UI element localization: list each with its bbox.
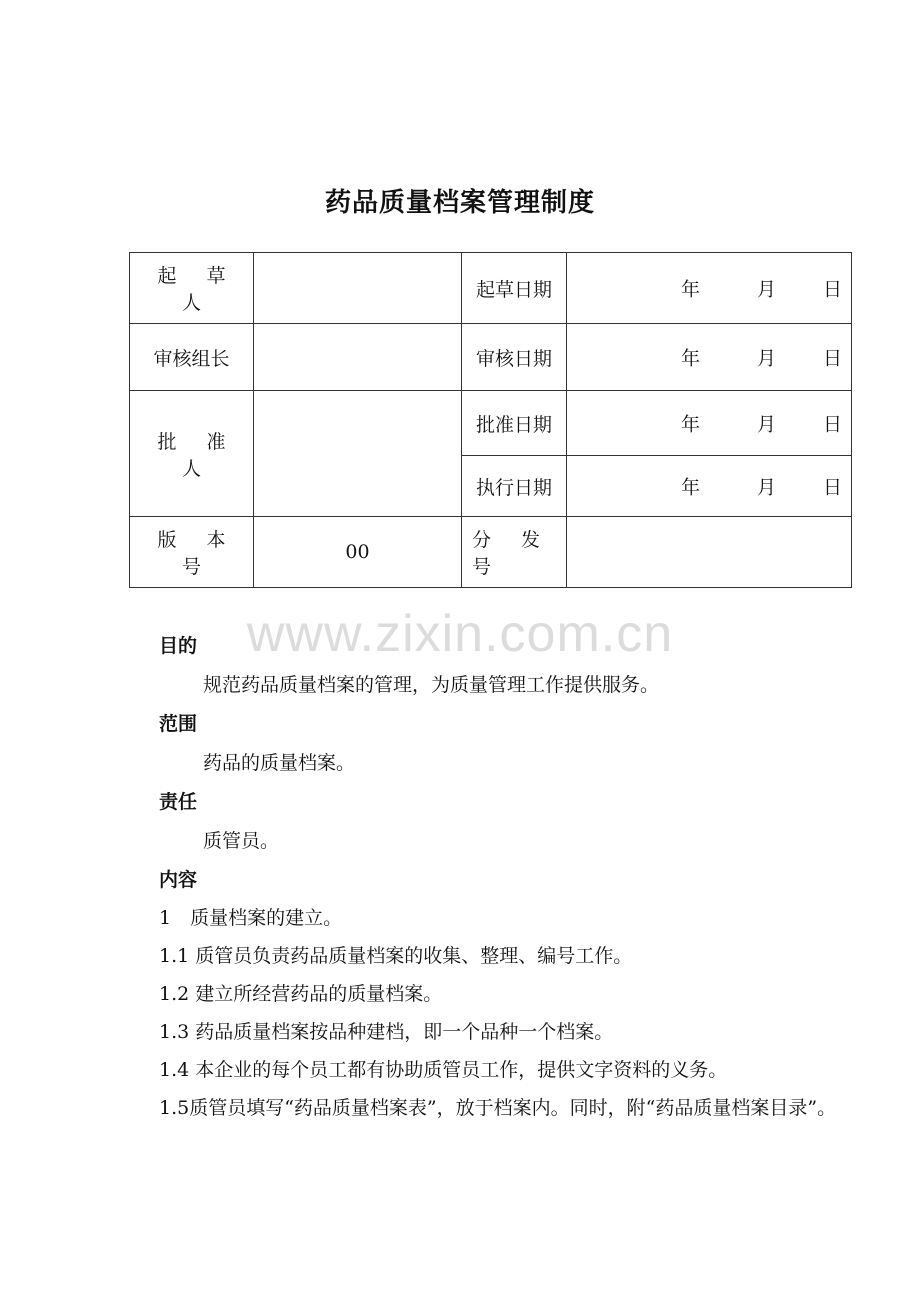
month-label: 月 <box>757 278 777 301</box>
version-value: 00 <box>254 517 462 588</box>
content-heading: 内容 <box>159 869 198 891</box>
reviewer-value <box>254 324 462 391</box>
content-item: 1.3 药品质量档案按品种建档，即一个品种一个档案。 <box>159 1021 614 1043</box>
version-label: 版 本 号 <box>130 517 254 588</box>
approve-date-value <box>567 391 852 456</box>
day-label: 日 <box>823 476 843 499</box>
watermark: www.zixin.com.cn <box>246 605 674 663</box>
year-label: 年 <box>681 347 701 370</box>
year-label: 年 <box>681 413 701 436</box>
table-row <box>130 253 852 324</box>
purpose-heading: 目的 <box>159 635 198 657</box>
responsibility-text: 质管员。 <box>203 830 280 852</box>
month-label: 月 <box>757 347 777 370</box>
draft-date-label: 起草日期 <box>462 253 567 324</box>
day-label: 日 <box>823 278 843 301</box>
approve-date-label: 批准日期 <box>462 391 567 456</box>
month-label: 月 <box>757 413 777 436</box>
responsibility-heading: 责任 <box>159 791 198 813</box>
exec-date-label: 执行日期 <box>462 456 567 517</box>
dist-label: 分 发 号 <box>462 517 567 588</box>
month-label: 月 <box>757 476 777 499</box>
scope-text: 药品的质量档案。 <box>203 752 356 774</box>
content-item: 1 质量档案的建立。 <box>159 907 343 929</box>
reviewer-label: 审核组长 <box>130 324 254 391</box>
content-item: 1.1 质管员负责药品质量档案的收集、整理、编号工作。 <box>159 945 633 967</box>
draft-date-value <box>567 253 852 324</box>
table-row <box>130 517 852 588</box>
dist-value <box>567 517 852 588</box>
approval-table <box>129 252 852 588</box>
day-label: 日 <box>823 347 843 370</box>
year-label: 年 <box>681 476 701 499</box>
content-item: 1.4 本企业的每个员工都有协助质管员工作，提供文字资料的义务。 <box>159 1059 728 1081</box>
document-body <box>159 627 839 1127</box>
day-label: 日 <box>823 413 843 436</box>
exec-date-value <box>567 456 852 517</box>
drafter-label: 起 草 人 <box>130 253 254 324</box>
approver-value <box>254 391 462 517</box>
purpose-text: 规范药品质量档案的管理，为质量管理工作提供服务。 <box>203 674 660 696</box>
document-title: 药品质量档案管理制度 <box>324 188 595 218</box>
content-item: 1.2 建立所经营药品的质量档案。 <box>159 983 443 1005</box>
review-date-label: 审核日期 <box>462 324 567 391</box>
review-date-value <box>567 324 852 391</box>
table-row <box>130 324 852 391</box>
content-item: 1.5质管员填写“药品质量档案表”，放于档案内。同时，附“药品质量档案目录”。 <box>159 1097 837 1119</box>
year-label: 年 <box>681 278 701 301</box>
scope-heading: 范围 <box>159 713 198 735</box>
drafter-value <box>254 253 462 324</box>
approver-label: 批 准 人 <box>130 391 254 517</box>
table-row <box>130 391 852 456</box>
